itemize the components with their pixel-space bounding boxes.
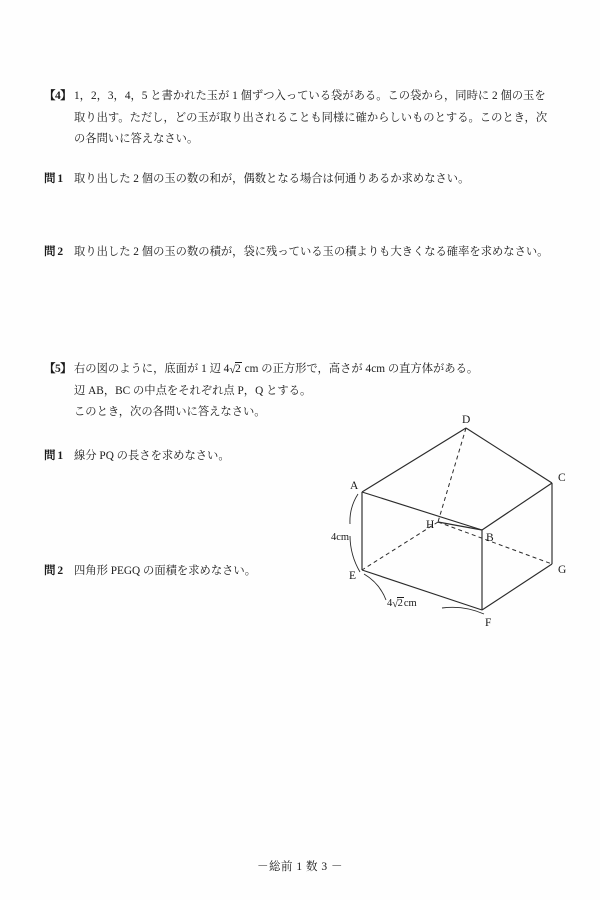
vertex-label-D: D — [462, 414, 471, 426]
problem-5-question-2 — [44, 561, 256, 582]
problem-4-question-2 — [44, 242, 548, 263]
problem-5-question-1-text: 線分 PQ の長さを求めなさい。 — [74, 450, 230, 462]
vertex-label-C: C — [558, 472, 566, 484]
base-edge-dimension-label — [387, 597, 417, 610]
prism-edge-HG — [438, 522, 552, 564]
problem-5-question-1 — [44, 446, 230, 467]
prism-edge-EF — [362, 570, 482, 610]
problem-4-number: 【4】 — [44, 90, 72, 102]
prism-edge-AD — [362, 428, 466, 492]
problem-4-header — [44, 86, 560, 151]
height-arc-lower — [350, 536, 360, 572]
prism-edge-BC — [482, 483, 552, 530]
vertex-label-H: H — [426, 519, 435, 531]
vertex-label-A: A — [350, 480, 359, 492]
problem-4-question-1-text: 取り出した 2 個の玉の数の和が，偶数となる場合は何通りあるか求めなさい。 — [74, 173, 470, 185]
radical-sign-figure: √ — [392, 597, 399, 610]
problem-4-question-1-number: 問 1 — [44, 173, 63, 185]
prism-edge-DC — [466, 428, 552, 483]
problem-5-number: 【5】 — [44, 363, 72, 375]
height-dimension-label: 4cm — [331, 532, 350, 543]
prism-edge-AB — [362, 492, 482, 530]
problem-4-statement — [74, 86, 560, 151]
base-edge-square-root — [392, 597, 404, 610]
page-footer: －総前 1 数 3 － — [257, 861, 343, 873]
radical-sign: √ — [229, 363, 236, 376]
vertex-label-F: F — [485, 617, 492, 629]
problem-5-line-1-part-a: 右の図のように，底面が 1 辺 4 — [74, 363, 230, 375]
prism-edge-FG — [482, 564, 552, 610]
vertex-label-E: E — [349, 570, 357, 582]
vertex-label-B: B — [486, 532, 494, 544]
problem-4-line-2: 取り出す。ただし，どの玉が取り出されることも同様に確からしいものとする。このとき，次 — [74, 111, 548, 124]
problem-4 — [44, 86, 560, 151]
prism-figure — [330, 412, 580, 647]
problem-5-question-2-number: 問 2 — [44, 565, 63, 577]
base-edge-unit: cm — [403, 598, 417, 609]
square-root-expression — [229, 359, 241, 381]
base-arc-left — [364, 574, 386, 600]
problem-5-line-3: このとき，次の各問いに答えなさい。 — [74, 406, 266, 418]
problem-5-line-1 — [74, 359, 560, 381]
problem-5-line-1-part-b: cm の正方形で，高さが 4cm の直方体がある。 — [241, 363, 479, 375]
problem-4-question-2-text: 取り出した 2 個の玉の数の積が，袋に残っている玉の積よりも大きくなる確率を求めなさい。 — [74, 246, 549, 258]
vertex-label-G: G — [558, 564, 567, 576]
problem-4-line-3: の各問いに答えなさい。 — [74, 133, 199, 145]
problem-5-line-2: 辺 AB，BC の中点をそれぞれ点 P，Q とする。 — [74, 384, 312, 397]
radicand: 2 — [235, 363, 241, 375]
problem-4-line-1: 1，2，3，4，5 と書かれた玉が 1 個ずつ入っている袋がある。この袋から，同時に 2 個の玉を — [74, 90, 546, 102]
problem-4-question-2-number: 問 2 — [44, 246, 63, 258]
problem-5-question-2-text: 四角形 PEGQ の面積を求めなさい。 — [74, 565, 257, 577]
problem-5-question-1-number: 問 1 — [44, 450, 63, 462]
height-arc-upper — [350, 494, 358, 524]
problem-4-question-1 — [44, 169, 469, 190]
base-edge-coefficient: 4 — [387, 598, 393, 609]
prism-svg — [330, 412, 580, 647]
radicand-figure: 2 — [397, 598, 403, 609]
